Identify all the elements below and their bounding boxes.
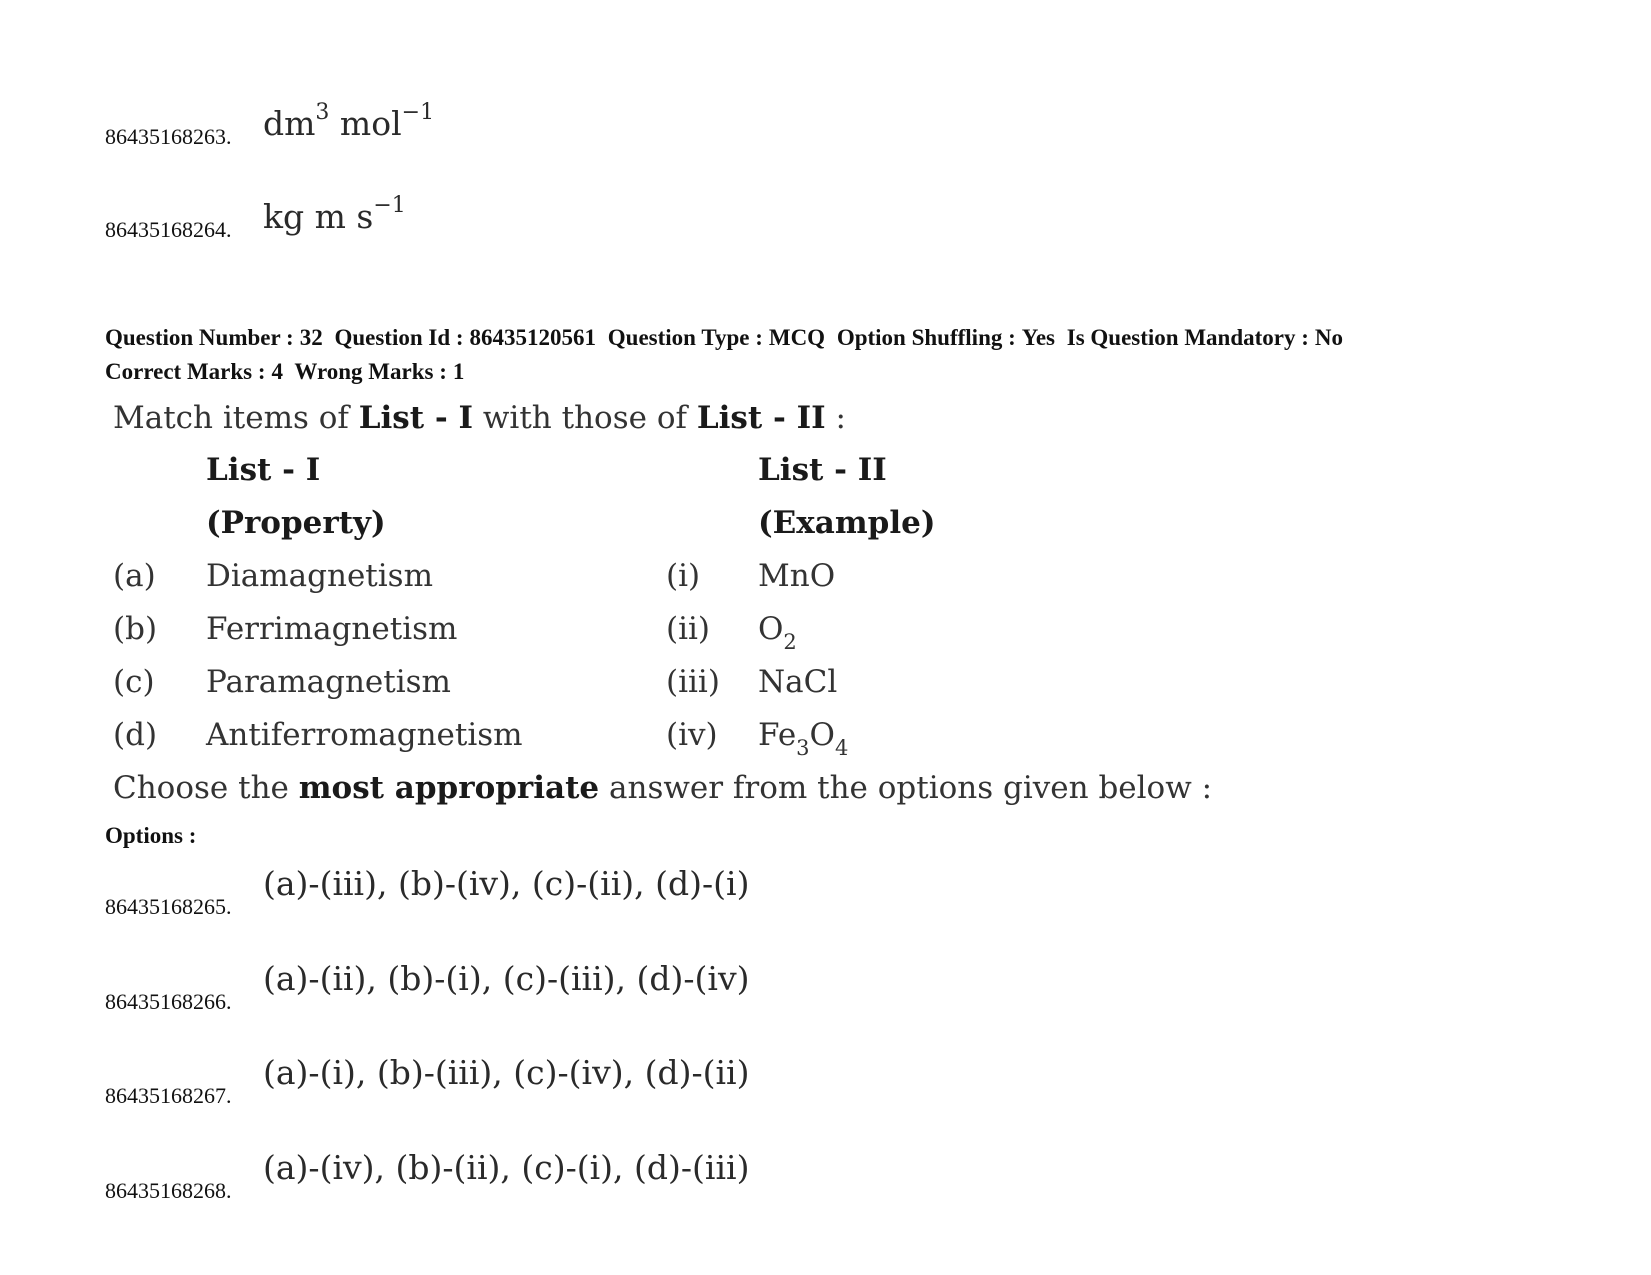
option-text: (a)-(i), (b)-(iii), (c)-(iv), (d)-(ii) (263, 1053, 750, 1092)
option-id: 86435168264. (105, 217, 232, 242)
list-2-example: MnO (758, 558, 836, 594)
list-1-key: (c) (113, 664, 155, 700)
list-2-key: (iv) (666, 717, 718, 753)
question-meta-line-2: Correct Marks : 4 Wrong Marks : 1 (105, 359, 465, 384)
option-id: 86435168267. (105, 1083, 232, 1108)
list-2-example: $O_2$ (758, 611, 797, 654)
list-1-property: Diamagnetism (206, 558, 433, 594)
question-instruction: Choose the most appropriate answer from the options given below : (113, 770, 1213, 806)
list-1-key: (d) (113, 717, 158, 753)
list-2-key: (iii) (666, 664, 720, 700)
list-2-title: List - II (758, 452, 887, 488)
option-text: (a)-(ii), (b)-(i), (c)-(iii), (d)-(iv) (263, 959, 750, 998)
list-2-example: $Fe_3O_4$ (758, 717, 849, 760)
list-2-key: (ii) (666, 611, 711, 647)
list-1-key: (a) (113, 558, 156, 594)
option-id: 86435168268. (105, 1178, 232, 1203)
option-text: (a)-(iii), (b)-(iv), (c)-(ii), (d)-(i) (263, 864, 750, 903)
list-2-example: NaCl (758, 664, 838, 700)
option-unit: kg m $s^{-1}$ (263, 193, 406, 236)
question-meta-line-1: Question Number : 32 Question Id : 86435120561 Question Type : MCQ Option Shuffling : Yes Is Question Mandatory : No (105, 325, 1344, 350)
list-2-key: (i) (666, 558, 701, 594)
list-1-property: Antiferromagnetism (206, 717, 523, 753)
list-1-title: List - I (206, 452, 321, 488)
option-id: 86435168266. (105, 989, 232, 1014)
question-intro: Match items of List - I with those of List - II : (113, 400, 846, 436)
option-text: (a)-(iv), (b)-(ii), (c)-(i), (d)-(iii) (263, 1148, 750, 1187)
list-2-subtitle: (Example) (758, 505, 936, 541)
options-heading: Options : (105, 823, 197, 848)
list-1-property: Ferrimagnetism (206, 611, 458, 647)
option-id: 86435168263. (105, 124, 232, 149)
list-1-property: Paramagnetism (206, 664, 451, 700)
option-unit: $dm^3$ mol$^{-1}$ (263, 100, 435, 143)
list-1-key: (b) (113, 611, 158, 647)
list-1-subtitle: (Property) (206, 505, 386, 541)
option-id: 86435168265. (105, 894, 232, 919)
